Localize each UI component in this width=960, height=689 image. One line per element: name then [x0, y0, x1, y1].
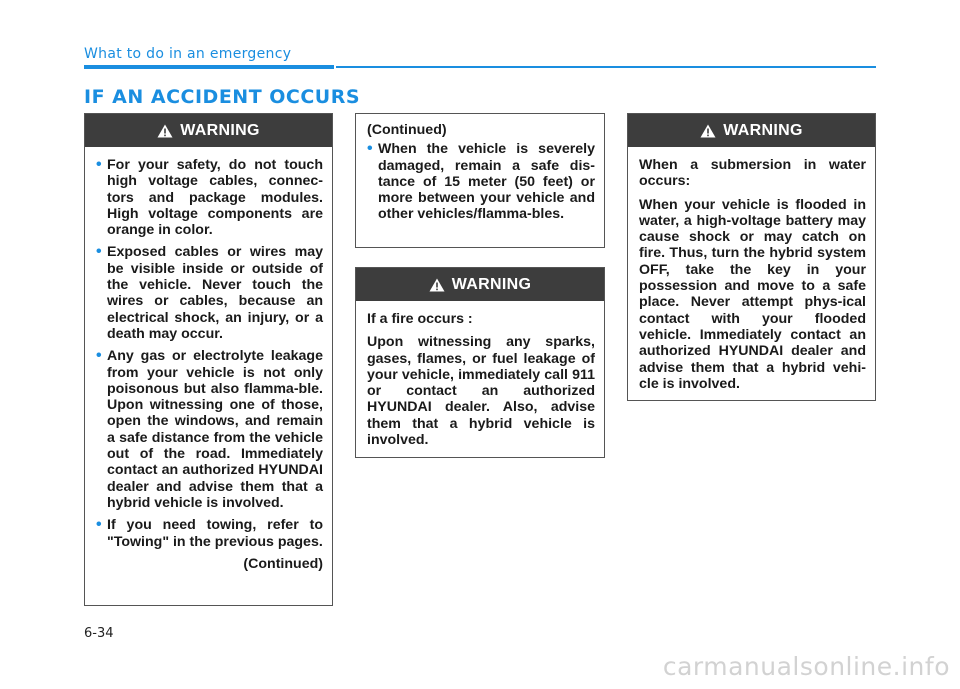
- warning-text: Upon witnessing any sparks, gases, flames, or fuel leakage of your vehicle, immediately call 911 or contact an authorized HYUNDAI dealer. Also, advise them that a hybrid vehicle is involved.: [367, 334, 595, 449]
- warning-body: [356, 301, 604, 463]
- bullet-item: • Any gas or electrolyte leakage from your vehicle is not only poisonous but also flamma-ble. Upon witnessing one of those, open the windows, and remain a safe distance from the vehicle out of the road. Immediately contact an authorized HYUNDAI dealer and advise them that a hybrid vehicle is involved.: [96, 348, 323, 511]
- bullet-item: • When the vehicle is severely damaged, remain a safe dis-tance of 15 meter (50 feet) or more between your vehicle and other vehicles/flamma-bles.: [367, 141, 595, 222]
- bullet-item: • Exposed cables or wires may be visible inside or outside of the vehicle. Never touch the wires or cables, because an electrical shock, an injury, or a death may occur.: [96, 244, 323, 342]
- continued-label: (Continued): [243, 555, 323, 572]
- warning-box-fire: [355, 267, 605, 458]
- warning-label: WARNING: [723, 121, 803, 139]
- warning-intro: When a submersion in water occurs:: [639, 157, 866, 190]
- warning-body: [85, 147, 332, 580]
- warning-header: [356, 268, 604, 301]
- bullet-item: • For your safety, do not touch high voltage cables, connec-tors and package modules. High voltage components are orange in color.: [96, 157, 323, 238]
- warning-body: [628, 147, 875, 407]
- warning-box-safety: [84, 113, 333, 606]
- header-rule-thick: [84, 65, 334, 69]
- continued-box: [355, 113, 605, 248]
- continued-label: (Continued): [367, 122, 447, 138]
- warning-triangle-icon: [157, 124, 173, 138]
- continued-bullet-list: [367, 141, 595, 222]
- warning-label: WARNING: [180, 121, 260, 139]
- watermark: carmanualsonline.info: [662, 652, 950, 681]
- header-rule-thin: [336, 66, 876, 68]
- warning-triangle-icon: [700, 124, 716, 138]
- page-number: 6-34: [84, 626, 114, 641]
- bullet-item: • If you need towing, refer to "Towing" in the previous pages.: [96, 517, 323, 550]
- warning-label: WARNING: [451, 275, 532, 293]
- section-title: What to do in an emergency: [84, 46, 292, 62]
- warning-header: [628, 114, 875, 147]
- warning-box-submersion: [627, 113, 876, 401]
- warning-header: [85, 114, 332, 147]
- warning-intro: If a fire occurs :: [367, 311, 473, 327]
- page-title: IF AN ACCIDENT OCCURS: [84, 86, 361, 108]
- warning-bullet-list: [96, 157, 323, 550]
- warning-triangle-icon: [429, 278, 445, 292]
- continued-body: [356, 114, 604, 237]
- warning-text: When your vehicle is flooded in water, a high-voltage battery may cause shock or may catch on fire. Thus, turn the hybrid system OFF, take the key in your possession and move to a safe place. Never attempt phys-ical contact with your flooded vehicle. Immediately contact an authorized HYUNDAI dealer and advise them that a hybrid vehi-cle is involved.: [639, 196, 866, 392]
